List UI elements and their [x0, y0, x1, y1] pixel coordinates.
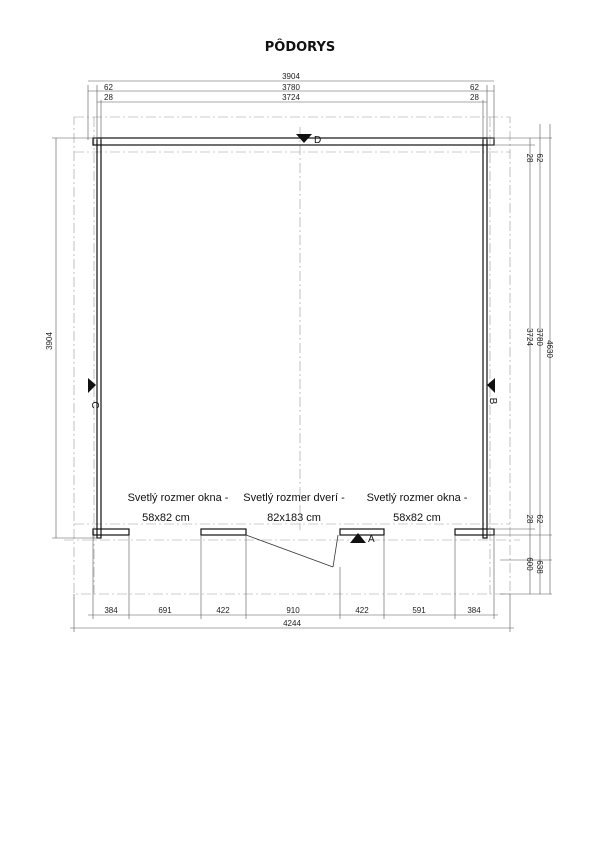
- right-dimension-texts: [525, 154, 554, 575]
- opening-labels: [128, 492, 468, 524]
- marker-a-label: A: [368, 534, 375, 545]
- marker-c-label: C: [89, 401, 100, 409]
- dim-bottom-seg-5: 422: [355, 606, 369, 615]
- dim-right-top-28: 28: [525, 153, 534, 163]
- dim-right-600: 600: [525, 557, 534, 571]
- drawing-title: PÔDORYS: [264, 40, 336, 55]
- dim-right-bot-28: 28: [525, 514, 534, 524]
- marker-b-label: B: [487, 397, 498, 405]
- window-left-label-1: Svetlý rozmer okna -: [127, 492, 229, 504]
- dim-right-top-62: 62: [535, 153, 544, 163]
- window-left-label-2: 58x82 cm: [142, 512, 190, 524]
- wall-bottom-2: [201, 529, 246, 535]
- dim-bottom-seg-2: 691: [158, 606, 172, 615]
- wall-bottom-1: [93, 529, 129, 535]
- section-markers: [88, 134, 498, 545]
- marker-c-triangle: [88, 378, 96, 393]
- dim-top-total: 3904: [282, 72, 300, 81]
- bottom-dimension-texts: [104, 606, 481, 628]
- wall-right: [483, 138, 487, 538]
- dim-right-total: 4630: [545, 340, 554, 358]
- wall-bottom-4: [455, 529, 494, 535]
- marker-d-label: D: [314, 135, 322, 146]
- dim-right-inner: 3724: [525, 328, 534, 346]
- dim-bottom-seg-7: 384: [467, 606, 481, 615]
- bottom-dimensions: [70, 535, 514, 632]
- wall-top: [93, 138, 494, 145]
- dim-bottom-seg-1: 384: [104, 606, 118, 615]
- window-right-label-2: 58x82 cm: [393, 512, 441, 524]
- dim-right-outer: 3780: [535, 328, 544, 346]
- left-dimensions: [52, 138, 100, 538]
- top-dimension-texts: [104, 72, 479, 102]
- walls: [93, 138, 494, 538]
- dim-bottom-seg-6: 591: [412, 606, 426, 615]
- wall-bottom-3: [340, 529, 384, 535]
- dim-bottom-seg-4: 910: [286, 606, 300, 615]
- marker-b-triangle: [487, 378, 495, 393]
- dim-top-left-b: 28: [104, 93, 113, 102]
- right-dimensions: [487, 124, 552, 594]
- dim-bottom-total: 4244: [283, 619, 301, 628]
- door-label-1: Svetlý rozmer dverí -: [243, 492, 345, 504]
- dim-top-left-a: 62: [104, 83, 113, 92]
- dim-top-outer: 3780: [282, 83, 300, 92]
- door-label-2: 82x183 cm: [267, 512, 321, 524]
- dim-left-total: 3904: [45, 332, 54, 350]
- dim-top-right-a: 62: [470, 83, 479, 92]
- dim-top-inner: 3724: [282, 93, 300, 102]
- dim-right-bot-62: 62: [535, 514, 544, 524]
- window-right-label-1: Svetlý rozmer okna -: [366, 492, 468, 504]
- dim-top-right-b: 28: [470, 93, 479, 102]
- dim-right-638: 638: [535, 560, 544, 574]
- dim-bottom-seg-3: 422: [216, 606, 230, 615]
- wall-left: [97, 138, 101, 538]
